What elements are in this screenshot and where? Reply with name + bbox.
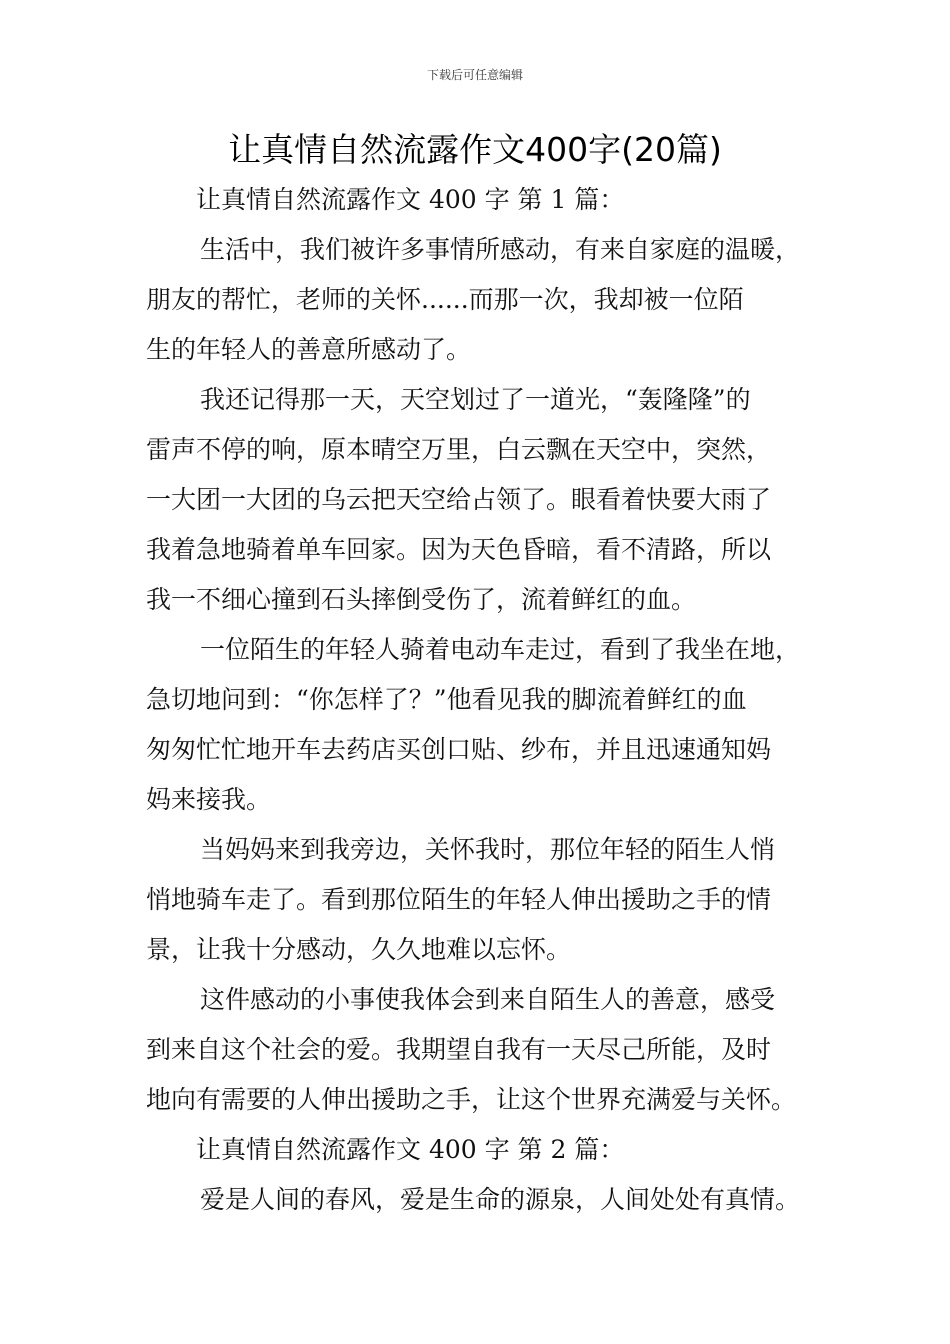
text-line: 我一不细心撞到石头摔倒受伤了，流着鲜红的血。 bbox=[146, 585, 697, 614]
text-line: 妈来接我。 bbox=[146, 785, 272, 814]
text-line: 当妈妈来到我旁边，关怀我时，那位年轻的陌生人悄 bbox=[200, 835, 776, 864]
text-line: 景，让我十分感动，久久地难以忘怀。 bbox=[146, 935, 572, 964]
text-line: 爱是人间的春风，爱是生命的源泉，人间处处有真情。 bbox=[200, 1185, 801, 1214]
header-note: 下载后可任意编辑 bbox=[426, 68, 523, 82]
text-line: 地向有需要的人伸出援助之手，让这个世界充满爱与关怀。 bbox=[146, 1085, 797, 1114]
text-line: 到来自这个社会的爱。我期望自我有一天尽己所能，及时 bbox=[146, 1035, 772, 1064]
text-line: 让真情自然流露作文 400 字 第 1 篇： bbox=[196, 185, 625, 214]
text-line: 我还记得那一天，天空划过了一道光，“轰隆隆”的 bbox=[200, 385, 751, 414]
text-line: 我着急地骑着单车回家。因为天色昏暗，看不清路，所以 bbox=[146, 535, 772, 564]
text-line: 一大团一大团的乌云把天空给占领了。眼看着快要大雨了 bbox=[146, 485, 772, 514]
text-line: 这件感动的小事使我体会到来自陌生人的善意，感受 bbox=[200, 985, 776, 1014]
text-line: 匆匆忙忙地开车去药店买创口贴、纱布，并且迅速通知妈 bbox=[146, 735, 772, 764]
text-line: 悄地骑车走了。看到那位陌生的年轻人伸出援助之手的情 bbox=[146, 885, 772, 914]
text-line: 雷声不停的响，原本晴空万里，白云飘在天空中，突然， bbox=[146, 435, 772, 464]
text-line: 一位陌生的年轻人骑着电动车走过，看到了我坐在地， bbox=[200, 635, 801, 664]
text-line: 急切地问到：“你怎样了？”他看见我的脚流着鲜红的血 bbox=[146, 685, 747, 714]
text-line: 让真情自然流露作文 400 字 第 2 篇： bbox=[196, 1135, 625, 1164]
document-title: 让真情自然流露作文400字(20篇) bbox=[228, 130, 722, 169]
text-line: 生活中，我们被许多事情所感动，有来自家庭的温暖， bbox=[200, 235, 801, 264]
text-line: 生的年轻人的善意所感动了。 bbox=[146, 335, 472, 364]
text-line: 朋友的帮忙，老师的关怀......而那一次，我却被一位陌 bbox=[146, 285, 744, 314]
